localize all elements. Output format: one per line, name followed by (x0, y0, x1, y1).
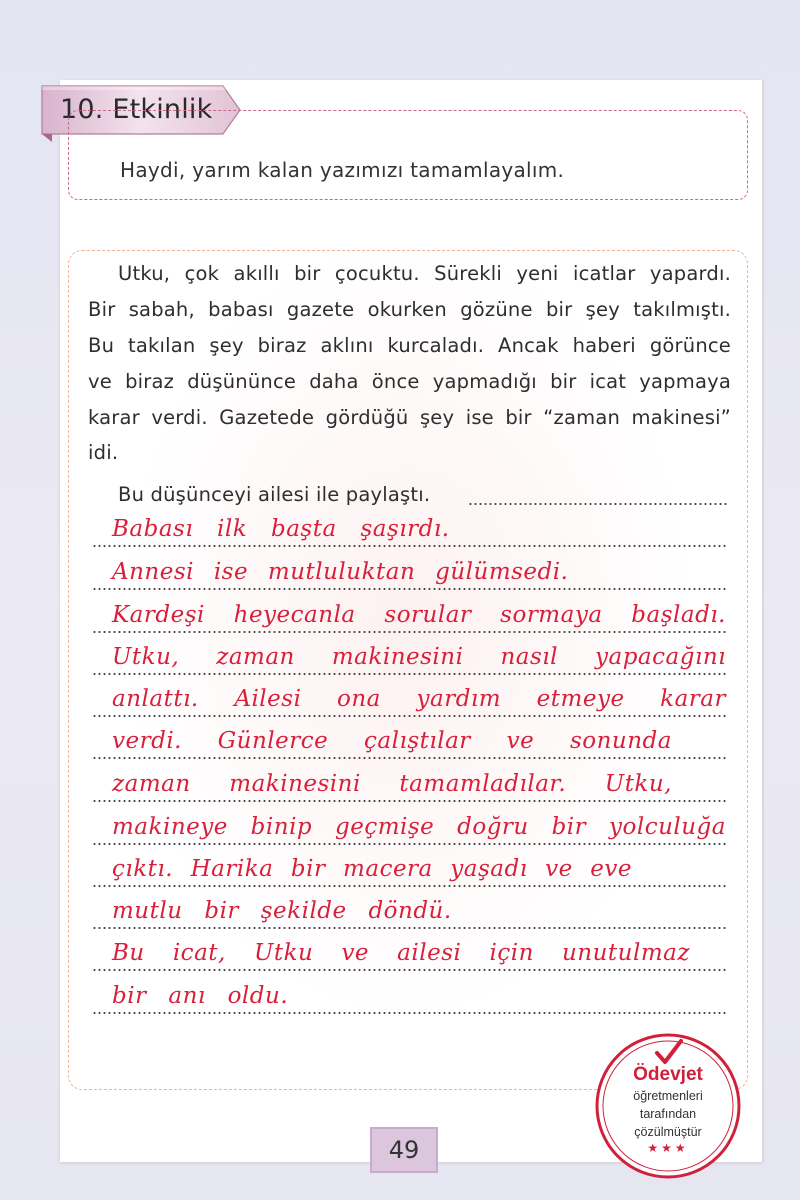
dotted-line (468, 503, 728, 505)
handwritten-line: Bu icat, Utku ve ailesi için unutulmaz (112, 940, 690, 966)
handwritten-line: makineye binip geçmişe doğru bir yolculuğa (112, 814, 726, 840)
dotted-line (92, 588, 728, 590)
dotted-line (92, 1012, 728, 1014)
stamp-stars: ★★★ (647, 1141, 689, 1155)
stamp-text: çözülmüştür (634, 1125, 702, 1139)
story-line: karar verdi. Gazetede gördüğü şey ise bir “zaman makinesi” (88, 406, 731, 429)
dotted-line (92, 800, 728, 802)
dotted-line (92, 969, 728, 971)
handwritten-line: Utku, zaman makinesini nasıl yapacağını (112, 644, 726, 670)
dotted-line (92, 885, 728, 887)
dotted-line (92, 715, 728, 717)
story-line: Bu takılan şey biraz aklını kurcaladı. Ancak haberi görünce (88, 334, 731, 357)
handwritten-line: anlattı. Ailesi ona yardım etmeye karar (112, 686, 726, 712)
handwritten-line: mutlu bir şekilde döndü. (112, 898, 452, 924)
instruction-text: Haydi, yarım kalan yazımızı tamamlayalım. (120, 158, 565, 182)
stamp-title: Ödevjet (633, 1064, 703, 1085)
story-line: Bir sabah, babası gazete okurken gözüne bir şey takılmıştı. (88, 298, 731, 321)
prompt-line: Bu düşünceyi ailesi ile paylaştı. (118, 483, 431, 506)
story-line: ve biraz düşününce daha önce yapmadığı bir icat yapmaya (88, 370, 731, 393)
dotted-line (92, 545, 728, 547)
handwritten-line: çıktı. Harika bir macera yaşadı ve eve (112, 856, 632, 882)
dotted-line (92, 757, 728, 759)
handwritten-line: zaman makinesini tamamladılar. Utku, (112, 771, 672, 797)
dotted-line (92, 673, 728, 675)
handwritten-line: bir anı oldu. (112, 983, 289, 1009)
handwritten-line: Kardeşi heyecanla sorular sormaya başladı. (112, 602, 726, 628)
odevjet-stamp (593, 1031, 743, 1181)
dotted-line (92, 927, 728, 929)
instruction-box (68, 110, 748, 200)
story-line: idi. (88, 441, 119, 464)
story-line: Utku, çok akıllı bir çocuktu. Sürekli yeni icatlar yapardı. (118, 262, 731, 285)
stamp-text: tarafından (639, 1107, 697, 1121)
page-number: 49 (388, 1136, 420, 1164)
activity-title: 10. Etkinlik (60, 94, 213, 125)
dotted-line (92, 631, 728, 633)
dotted-line (92, 843, 728, 845)
handwritten-line: verdi. Günlerce çalıştılar ve sonunda (112, 728, 672, 754)
stamp-text: öğretmenleri (633, 1089, 703, 1103)
handwritten-line: Annesi ise mutluluktan gülümsedi. (112, 559, 569, 585)
handwritten-line: Babası ilk başta şaşırdı. (112, 516, 450, 542)
